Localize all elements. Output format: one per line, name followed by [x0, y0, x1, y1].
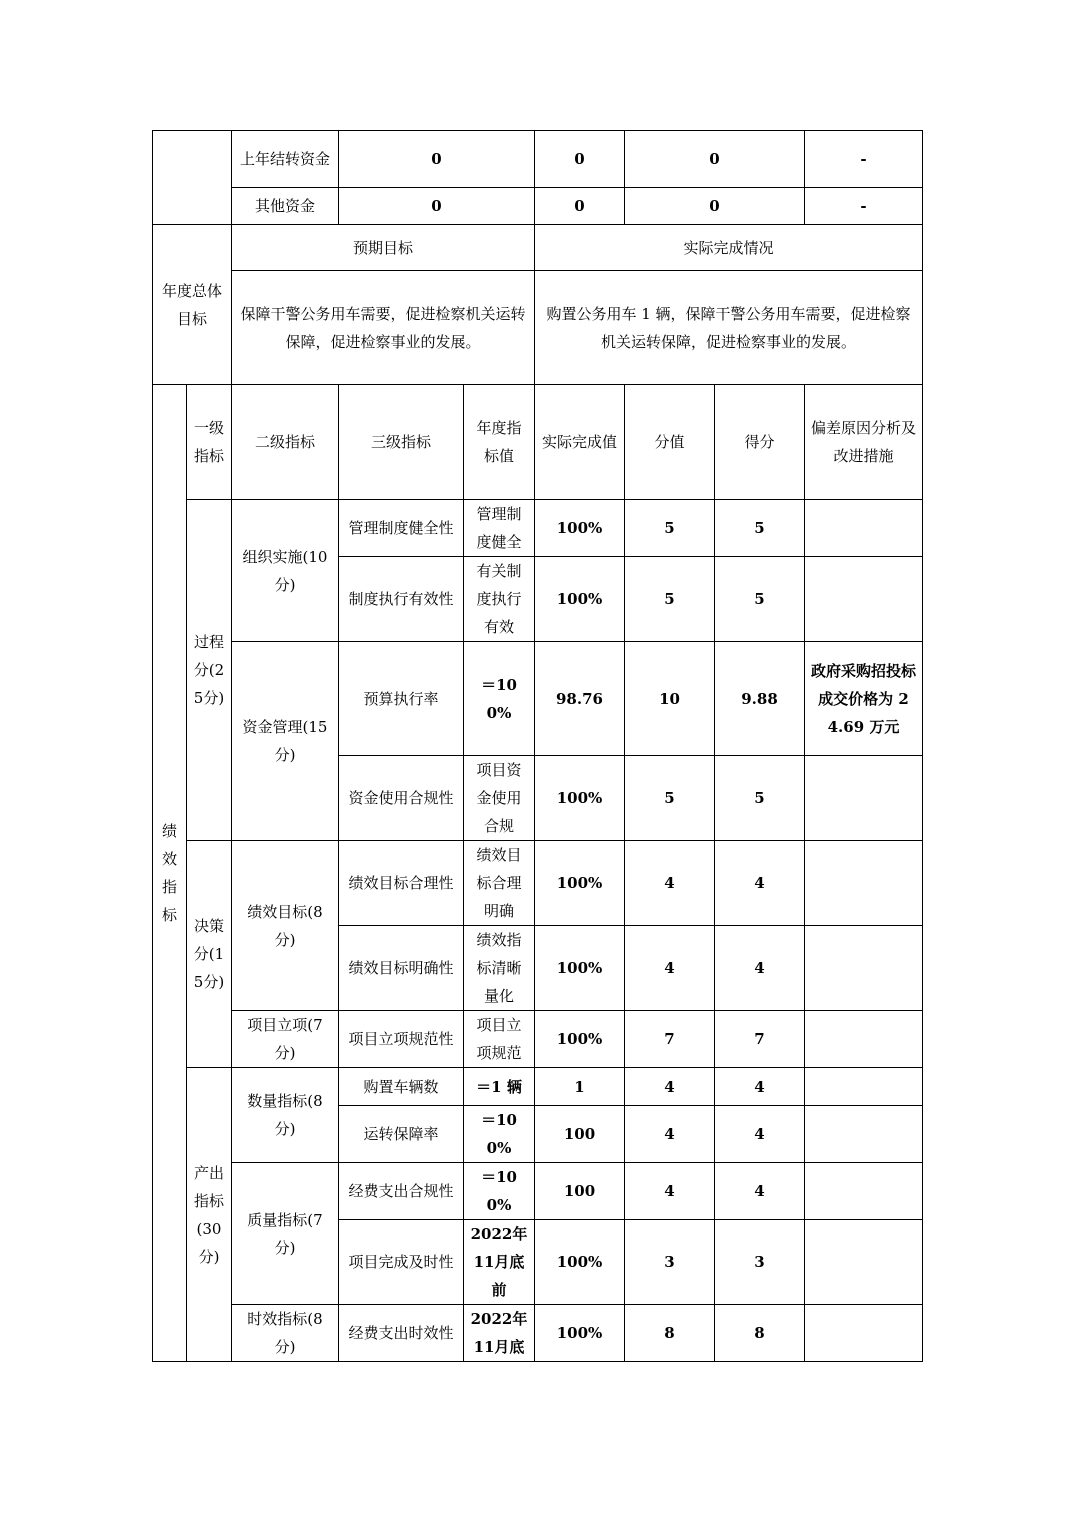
value-cell: 4 — [625, 841, 715, 926]
level3-cell: 制度执行有效性 — [339, 557, 464, 642]
actual-cell: 100 — [535, 1163, 625, 1220]
score-cell: 4 — [715, 841, 805, 926]
score-cell: 4 — [715, 926, 805, 1011]
note-cell — [805, 1068, 923, 1106]
level3-cell: 项目完成及时性 — [339, 1220, 464, 1305]
target-cell: ＝100% — [464, 1106, 535, 1163]
target-cell: 2022年11月底 — [464, 1305, 535, 1362]
fund-label: 其他资金 — [232, 188, 339, 225]
value-cell: 4 — [625, 1163, 715, 1220]
header-score-value: 分值 — [625, 385, 715, 500]
value-cell: 8 — [625, 1305, 715, 1362]
level3-cell: 运转保障率 — [339, 1106, 464, 1163]
target-cell: 2022年11月底前 — [464, 1220, 535, 1305]
note-cell — [805, 1106, 923, 1163]
note-cell — [805, 1305, 923, 1362]
actual-cell: 100% — [535, 841, 625, 926]
actual-completion-header: 实际完成情况 — [535, 225, 923, 271]
note-cell — [805, 841, 923, 926]
score-cell: 5 — [715, 756, 805, 841]
note-cell — [805, 926, 923, 1011]
value-cell: 4 — [625, 926, 715, 1011]
level3-cell: 资金使用合规性 — [339, 756, 464, 841]
level3-cell: 项目立项规范性 — [339, 1011, 464, 1068]
fund-value: 0 — [535, 188, 625, 225]
score-cell: 5 — [715, 500, 805, 557]
value-cell: 10 — [625, 642, 715, 756]
actual-cell: 100% — [535, 756, 625, 841]
target-cell: 绩效指标清晰量化 — [464, 926, 535, 1011]
actual-cell: 100% — [535, 557, 625, 642]
target-cell: 有关制度执行有效 — [464, 557, 535, 642]
note-cell — [805, 557, 923, 642]
score-cell: 7 — [715, 1011, 805, 1068]
value-cell: 3 — [625, 1220, 715, 1305]
value-cell: 5 — [625, 557, 715, 642]
annual-goal-label: 年度总体目标 — [153, 225, 232, 385]
actual-cell: 100% — [535, 1305, 625, 1362]
actual-cell: 100% — [535, 1011, 625, 1068]
score-cell: 5 — [715, 557, 805, 642]
score-cell: 4 — [715, 1163, 805, 1220]
actual-cell: 98.76 — [535, 642, 625, 756]
note-cell: 政府采购招投标成交价格为 24.69 万元 — [805, 642, 923, 756]
level3-cell: 购置车辆数 — [339, 1068, 464, 1106]
expected-goal-header: 预期目标 — [232, 225, 535, 271]
funds-blank-cell — [153, 131, 232, 225]
value-cell: 5 — [625, 500, 715, 557]
level1-cell: 过程分(25分) — [187, 500, 232, 841]
score-cell: 3 — [715, 1220, 805, 1305]
score-cell: 9.88 — [715, 642, 805, 756]
level1-cell: 决策分(15分) — [187, 841, 232, 1068]
value-cell: 7 — [625, 1011, 715, 1068]
fund-value: - — [805, 131, 923, 188]
note-cell — [805, 1163, 923, 1220]
actual-completion-text: 购置公务用车 1 辆，保障干警公务用车需要，促进检察机关运转保障，促进检察事业的发展。 — [535, 271, 923, 385]
actual-cell: 1 — [535, 1068, 625, 1106]
header-deviation: 偏差原因分析及改进措施 — [805, 385, 923, 500]
level3-cell: 管理制度健全性 — [339, 500, 464, 557]
expected-goal-text: 保障干警公务用车需要，促进检察机关运转保障，促进检察事业的发展。 — [232, 271, 535, 385]
fund-value: 0 — [339, 131, 535, 188]
level3-cell: 预算执行率 — [339, 642, 464, 756]
level3-cell: 经费支出合规性 — [339, 1163, 464, 1220]
actual-cell: 100% — [535, 1220, 625, 1305]
header-actual: 实际完成值 — [535, 385, 625, 500]
target-cell: 项目资金使用合规 — [464, 756, 535, 841]
header-target: 年度指标值 — [464, 385, 535, 500]
fund-value: - — [805, 188, 923, 225]
note-cell — [805, 1220, 923, 1305]
level2-cell: 项目立项(7分) — [232, 1011, 339, 1068]
indicators-section-label: 绩效指标 — [153, 385, 187, 1362]
header-level1: 一级指标 — [187, 385, 232, 500]
value-cell: 5 — [625, 756, 715, 841]
target-cell: 项目立项规范 — [464, 1011, 535, 1068]
performance-table — [152, 130, 923, 1362]
fund-value: 0 — [535, 131, 625, 188]
fund-value: 0 — [625, 188, 805, 225]
target-cell: 管理制度健全 — [464, 500, 535, 557]
level2-cell: 资金管理(15 分) — [232, 642, 339, 841]
level1-cell: 产出指标(30分) — [187, 1068, 232, 1362]
target-cell: ＝100% — [464, 642, 535, 756]
note-cell — [805, 500, 923, 557]
header-level2: 二级指标 — [232, 385, 339, 500]
score-cell: 4 — [715, 1068, 805, 1106]
note-cell — [805, 1011, 923, 1068]
level3-cell: 绩效目标明确性 — [339, 926, 464, 1011]
actual-cell: 100% — [535, 500, 625, 557]
value-cell: 4 — [625, 1068, 715, 1106]
level2-cell: 质量指标(7分) — [232, 1163, 339, 1305]
fund-value: 0 — [339, 188, 535, 225]
level2-cell: 时效指标(8分) — [232, 1305, 339, 1362]
fund-label: 上年结转资金 — [232, 131, 339, 188]
target-cell: ＝100% — [464, 1163, 535, 1220]
value-cell: 4 — [625, 1106, 715, 1163]
header-level3: 三级指标 — [339, 385, 464, 500]
note-cell — [805, 756, 923, 841]
target-cell: 绩效目标合理明确 — [464, 841, 535, 926]
level3-cell: 经费支出时效性 — [339, 1305, 464, 1362]
actual-cell: 100 — [535, 1106, 625, 1163]
fund-value: 0 — [625, 131, 805, 188]
level3-cell: 绩效目标合理性 — [339, 841, 464, 926]
level2-cell: 绩效目标(8分) — [232, 841, 339, 1011]
header-score: 得分 — [715, 385, 805, 500]
target-cell: ＝1 辆 — [464, 1068, 535, 1106]
score-cell: 4 — [715, 1106, 805, 1163]
score-cell: 8 — [715, 1305, 805, 1362]
level2-cell: 数量指标(8分) — [232, 1068, 339, 1163]
actual-cell: 100% — [535, 926, 625, 1011]
level2-cell: 组织实施(10 分) — [232, 500, 339, 642]
